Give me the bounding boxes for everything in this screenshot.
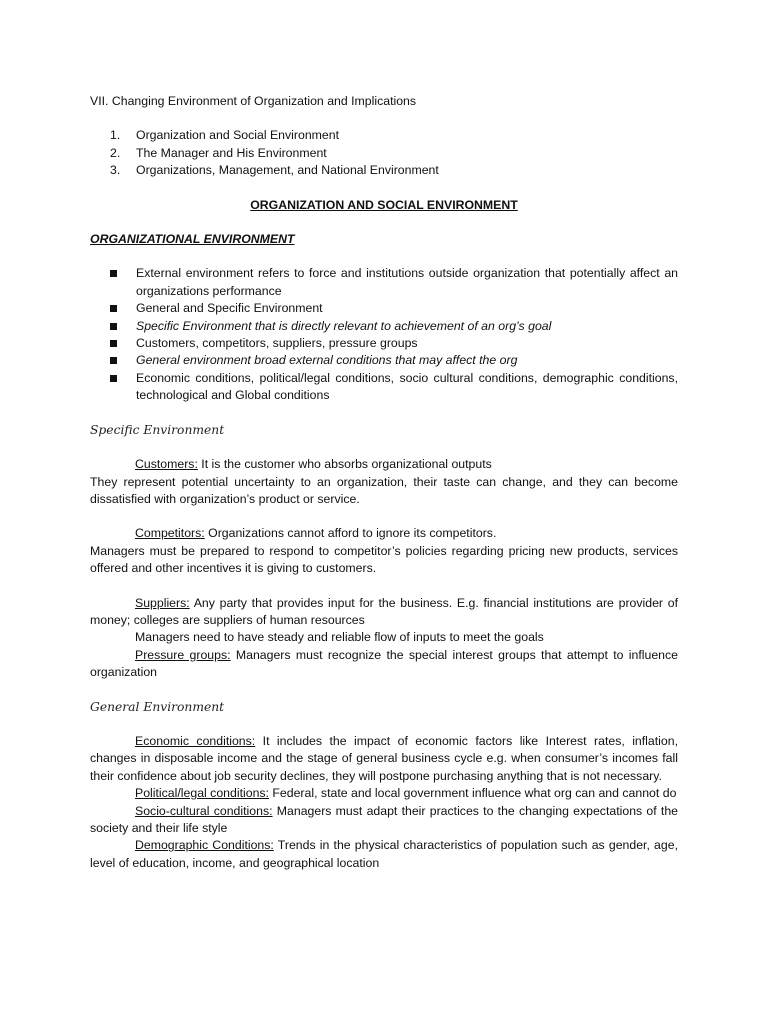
document-page xyxy=(90,93,678,872)
economic-paragraph xyxy=(90,733,678,785)
list-text: Organization and Social Environment xyxy=(136,128,340,143)
bullet-list xyxy=(90,265,678,404)
list-item xyxy=(90,352,678,369)
list-text: Organizations, Management, and National Environment xyxy=(136,163,439,178)
list-item xyxy=(90,318,678,335)
suppliers-label: Suppliers: xyxy=(135,595,190,610)
customers-detail: They represent potential uncertainty to an organization, their taste can change, and they can become dissatisfied with organization’s product or service. xyxy=(90,474,678,506)
customers-text: It is the customer who absorbs organizational outputs xyxy=(197,457,492,472)
customers-label: Customers: xyxy=(135,457,198,472)
list-item xyxy=(110,145,678,162)
pressure-groups-text: Managers must recognize the special interest groups that attempt to influence organization xyxy=(90,647,678,680)
section-title: VII. Changing Environment of Organization and Implications xyxy=(90,94,417,108)
sociocultural-label: Socio-cultural conditions: xyxy=(135,803,273,818)
list-item xyxy=(90,265,678,300)
demographic-text: Trends in the physical characteristics of population such as gender, age, level of education, income, and geographical location xyxy=(90,838,678,870)
bullet-text: Customers, competitors, suppliers, pressure groups xyxy=(136,336,418,351)
subheading: ORGANIZATIONAL ENVIRONMENT xyxy=(90,232,295,247)
bullet-square-icon xyxy=(90,335,116,352)
list-text: The Manager and His Environment xyxy=(136,145,327,160)
list-number: 2. xyxy=(110,145,121,160)
competitors-label: Competitors: xyxy=(135,526,205,541)
suppliers-extra: Managers need to have steady and reliable flow of inputs to meet the goals xyxy=(135,630,544,645)
sociocultural-paragraph xyxy=(90,803,678,838)
suppliers-paragraph xyxy=(90,595,678,630)
center-heading: ORGANIZATION AND SOCIAL ENVIRONMENT xyxy=(250,197,518,212)
bullet-text: General environment broad external conditions that may affect the org xyxy=(136,353,518,368)
list-item xyxy=(110,162,678,179)
general-environment-heading: General Environment xyxy=(90,699,225,714)
economic-text: It includes the impact of economic factors like Interest rates, inflation, changes in disposable income and the stage of general business cycle e.g. when consumer’s incomes fall their confidence about job security declines, they will postpone purchasing anything that is not necessary. xyxy=(90,733,678,783)
list-item xyxy=(110,127,678,144)
demographic-paragraph xyxy=(90,837,678,872)
topic-list xyxy=(90,127,678,179)
economic-label: Economic conditions: xyxy=(135,733,256,748)
pressure-groups-label: Pressure groups: xyxy=(135,647,231,662)
suppliers-text: Any party that provides input for the business. E.g. financial institutions are provider of money; colleges are suppliers of human resources xyxy=(90,595,678,627)
bullet-square-icon xyxy=(90,370,116,405)
bullet-square-icon xyxy=(90,318,116,335)
specific-environment-heading: Specific Environment xyxy=(90,422,225,437)
list-number: 3. xyxy=(110,163,121,178)
political-label: Political/legal conditions: xyxy=(135,786,269,801)
bullet-text: General and Specific Environment xyxy=(136,301,323,316)
list-item xyxy=(90,335,678,352)
bullet-square-icon xyxy=(90,352,116,369)
sociocultural-text: Managers must adapt their practices to the changing expectations of the society and their life style xyxy=(90,803,679,835)
bullet-text: Specific Environment that is directly relevant to achievement of an org’s goal xyxy=(136,318,552,333)
bullet-square-icon xyxy=(90,300,116,317)
demographic-label: Demographic Conditions: xyxy=(135,838,274,853)
competitors-detail: Managers must be prepared to respond to competitor’s policies regarding pricing new products, services offered and other incentives it is giving to customers. xyxy=(90,543,678,576)
pressure-groups-paragraph xyxy=(90,647,678,682)
list-number: 1. xyxy=(110,128,121,143)
list-item xyxy=(90,370,678,405)
political-paragraph xyxy=(90,785,678,802)
competitors-text: Organizations cannot afford to ignore its competitors. xyxy=(204,526,497,541)
bullet-text: Economic conditions, political/legal conditions, socio cultural conditions, demographic conditions, technological and Global conditions xyxy=(136,370,678,403)
political-text: Federal, state and local government influence what org can and cannot do xyxy=(268,786,677,801)
customers-paragraph xyxy=(90,456,678,508)
list-item xyxy=(90,300,678,317)
bullet-square-icon xyxy=(90,265,116,300)
competitors-paragraph xyxy=(90,525,678,577)
bullet-text: External environment refers to force and institutions outside organization that potentially affect an organizations performance xyxy=(136,266,678,298)
